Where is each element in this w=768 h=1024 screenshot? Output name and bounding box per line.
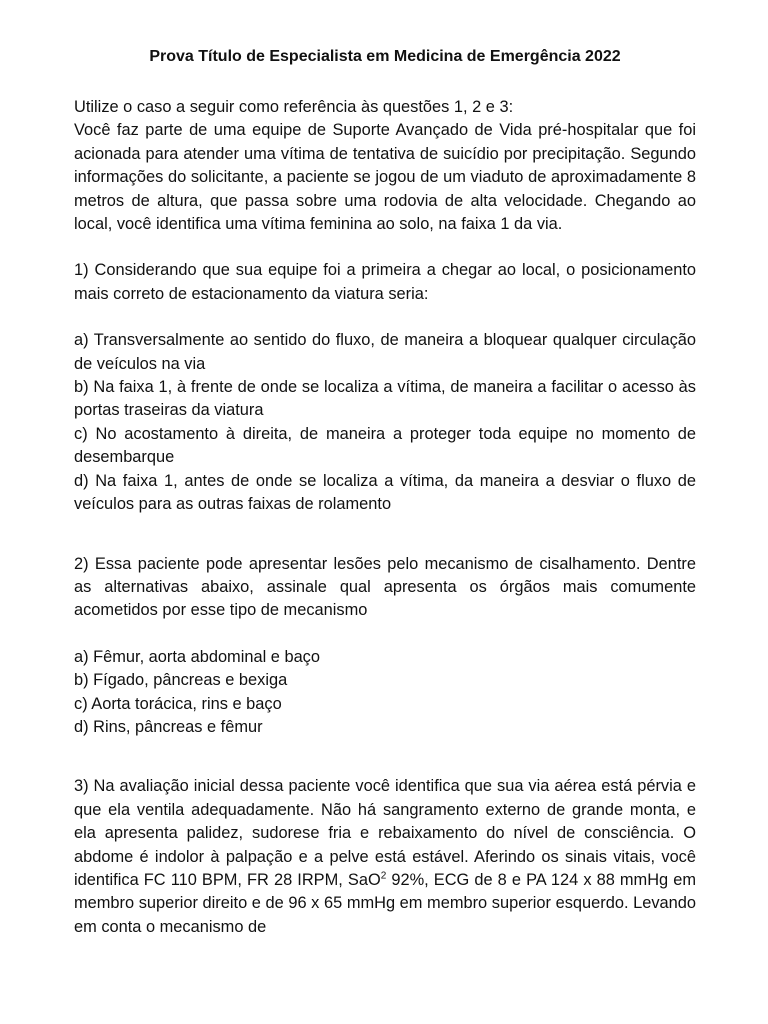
answer-options [74,329,696,516]
question-stem: 2) Essa paciente pode apresentar lesões pelo mecanismo de cisalhamento. Dentre as alternativas abaixo, assinale qual apresenta os órgãos mais comumente acometidos por esse tipo de mecanismo [74,554,696,620]
superscript-2: 2 [380,870,387,882]
document-title: Prova Título de Especialista em Medicina de Emergência 2022 [149,48,621,65]
question-1 [74,259,696,516]
document-page [74,46,696,939]
case-intro: Utilize o caso a seguir como referência às questões 1, 2 e 3: [74,98,514,116]
option-c: c) No acostamento à direita, de maneira a proteger toda equipe no momento de desembarque [74,424,696,467]
option-b: b) Fígado, pâncreas e bexiga [74,671,288,690]
question-stem: 1) Considerando que sua equipe foi a primeira a chegar ao local, o posicionamento mais correto de estacionamento da viatura seria: [74,261,696,303]
question-stem-part-1: 3) Na avaliação inicial dessa paciente você identifica que sua via aérea está pérvia e que ela ventila adequadamente. Não há sangramento externo de grande monta, e ela apresenta palidez, sudorese fria e rebaixamento do nível de consciência. O abdome é indolor à palpação e a pelve está estável. Aferindo os sinais vitais, você identifica FC 110 BPM, FR 28 IRPM, SaO [74,777,696,889]
question-stem-part-2: 92%, ECG de 8 e PA 124 x 88 mmHg em membro superior direito e de 96 x 65 mmHg em membro superior esquerdo. Levando em conta o mecanismo de [74,870,697,936]
option-d: d) Rins, pâncreas e fêmur [74,717,263,736]
option-a: a) Transversalmente ao sentido do fluxo, de maneira a bloquear qualquer circulação de veículos na via [74,331,696,373]
answer-options [74,646,696,740]
question-stem [74,775,696,939]
option-b: b) Na faixa 1, à frente de onde se localiza a vítima, de maneira a facilitar o acesso às portas traseiras da viatura [74,378,696,420]
option-d: d) Na faixa 1, antes de onde se localiza a vítima, da maneira a desviar o fluxo de veículos para as outras faixas de rolamento [74,471,696,514]
question-2 [74,553,696,740]
question-3 [74,775,696,939]
option-c: c) Aorta torácica, rins e baço [74,694,282,713]
option-a: a) Fêmur, aorta abdominal e baço [74,647,320,666]
case-description: Você faz parte de uma equipe de Suporte Avançado de Vida pré-hospitalar que foi acionada para atender uma vítima de tentativa de suicídio por precipitação. Segundo informações do solicitante, a paciente se jogou de um viaduto de aproximadamente 8 metros de altura, que passa sobre uma rodovia de alta velocidade. Chegando ao local, você identifica uma vítima feminina ao solo, na faixa 1 da via. [74,121,696,234]
